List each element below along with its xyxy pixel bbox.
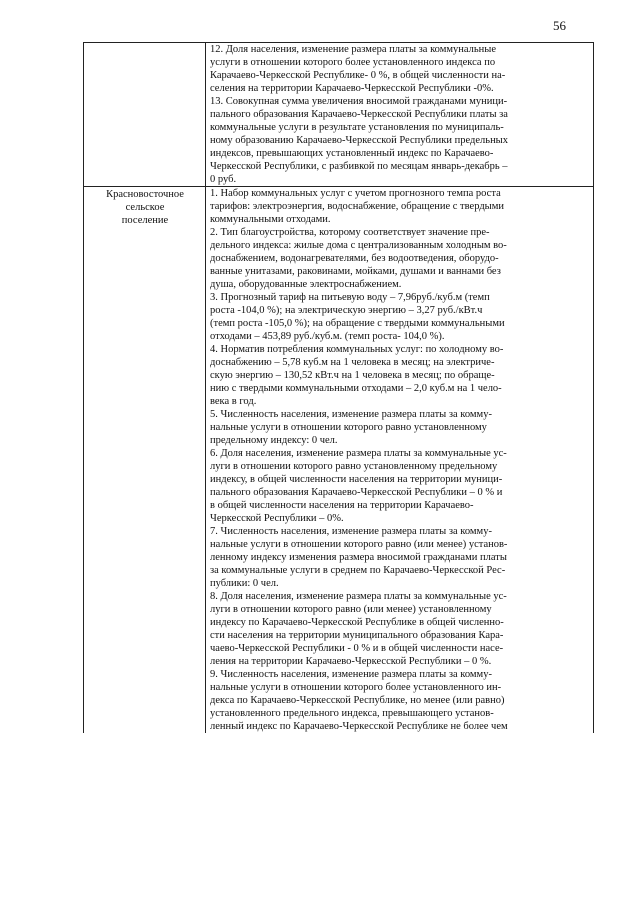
settlement-name-line: сельское [125,202,165,213]
text-line: пального образования Карачаево-Черкесской Республики платы за [210,109,508,120]
text-line: роста -104,0 %); на электрическую энергию – 3,27 руб./кВт.ч [210,305,483,316]
text-line: за коммунальные услуги в среднем по Карачаево-Черкесской Рес- [210,565,506,576]
text-line: ления на территории Карачаево-Черкесской Республики – 0 %. [210,656,492,667]
text-line: услуги в отношении которого более установленного индекса по [210,57,496,68]
text-line: 2. Тип благоустройства, которому соответствует значение пре- [210,227,490,238]
table-row [84,43,594,187]
text-line: селения на территории Карачаево-Черкесской Республики -0%. [210,83,494,94]
text-line: доснабжением, водонагревателями, без водоотведения, оборудо- [210,253,499,264]
settlement-name-line: поселение [121,215,169,226]
text-line: индексов, превышающих установленный индекс по Карачаево- [210,148,494,159]
text-line: сти населения на территории муниципального образования Кара- [210,630,504,641]
text-line: коммунальные услуги в результате установления по муниципаль- [210,122,504,133]
text-line: нальные услуги в отношении которого равно (или менее) установ- [210,539,508,550]
document-table [83,42,594,733]
table-body [84,43,594,734]
text-line: нию с твердыми коммунальными отходами – 2,0 куб.м на 1 чело- [210,383,502,394]
text-line: ному образованию Карачаево-Черкесской Республики предельных [210,135,508,146]
text-line: установленного предельного индекса, превышающего установ- [210,708,494,719]
text-line: душа, оборудованные электроснабжением. [210,279,402,290]
text-line: коммунальными отходами. [210,214,331,225]
text-line: тарифов: электроэнергия, водоснабжение, обращение с твердыми [210,201,504,212]
text-line: 4. Норматив потребления коммунальных услуг: по холодному во- [210,344,504,355]
text-line: 6. Доля населения, изменение размера платы за коммунальные ус- [210,448,507,459]
text-line: 9. Численность населения, изменение размера платы за комму- [210,669,492,680]
table-row [84,187,594,734]
indicator-text-cell [206,43,594,187]
text-line: доснабжению – 5,78 куб.м на 1 человека в месяц; на электриче- [210,357,495,368]
text-line: 5. Численность населения, изменение размера платы за комму- [210,409,492,420]
settlement-name-cell [84,43,206,187]
text-line: предельному индексу: 0 чел. [210,435,338,446]
text-line: дельного индекса: жилые дома с централизованным холодным во- [210,240,507,251]
text-line: пального образования Карачаево-Черкесской Республики – 0 % и [210,487,503,498]
text-line: нальные услуги в отношении которого более установленного ин- [210,682,502,693]
settlement-name-cell [84,187,206,734]
text-line: 8. Доля населения, изменение размера платы за коммунальные ус- [210,591,507,602]
text-line: ванные унитазами, раковинами, мойками, душами и ваннами без [210,266,501,277]
text-line: ленному индексу изменения размера вносимой гражданами платы [210,552,507,563]
text-line: 3. Прогнозный тариф на питьевую воду – 7,96руб./куб.м (темп [210,292,490,303]
text-line: индексу, в общей численности населения на территории муници- [210,474,503,485]
text-line: чаево-Черкесской Республики - 0 % и в общей численности насе- [210,643,504,654]
text-line: (темп роста -105,0 %); на обращение с твердыми коммунальными [210,318,505,329]
text-line: 7. Численность населения, изменение размера платы за комму- [210,526,492,537]
text-line: Черкесской Республики, с разбивкой по месяцам январь-декабрь – [210,161,508,172]
text-line: луги в отношении которого равно установленному предельному [210,461,498,472]
text-line: луги в отношении которого равно (или менее) установленному [210,604,492,615]
text-line: 12. Доля населения, изменение размера платы за коммунальные [210,44,496,55]
text-line: ленный индекс по Карачаево-Черкесской Республике не более чем [210,721,508,732]
text-line: скую энергию – 130,52 кВт.ч на 1 человека в месяц; по обраще- [210,370,495,381]
page-number: 56 [553,18,566,33]
text-line: 0 руб. [210,174,237,185]
text-line: индексу по Карачаево-Черкесской Республике в общей численно- [210,617,504,628]
indicator-text-cell [206,187,594,734]
text-line: 13. Совокупная сумма увеличения вносимой гражданами муници- [210,96,508,107]
settlement-name-line: Красновосточное [106,189,184,200]
text-line: века в год. [210,396,257,407]
text-line: Черкесской Республики – 0%. [210,513,344,524]
text-line: нальные услуги в отношении которого равно установленному [210,422,487,433]
text-line: отходами – 453,89 руб./куб.м. (темп роста- 104,0 %). [210,331,445,342]
text-line: публики: 0 чел. [210,578,279,589]
text-line: Карачаево-Черкесской Республике- 0 %, в общей численности на- [210,70,506,81]
text-line: в общей численности населения на территории Карачаево- [210,500,474,511]
text-line: декса по Карачаево-Черкесской Республике, но менее (или равно) [210,695,505,706]
text-line: 1. Набор коммунальных услуг с учетом прогнозного темпа роста [210,188,501,199]
